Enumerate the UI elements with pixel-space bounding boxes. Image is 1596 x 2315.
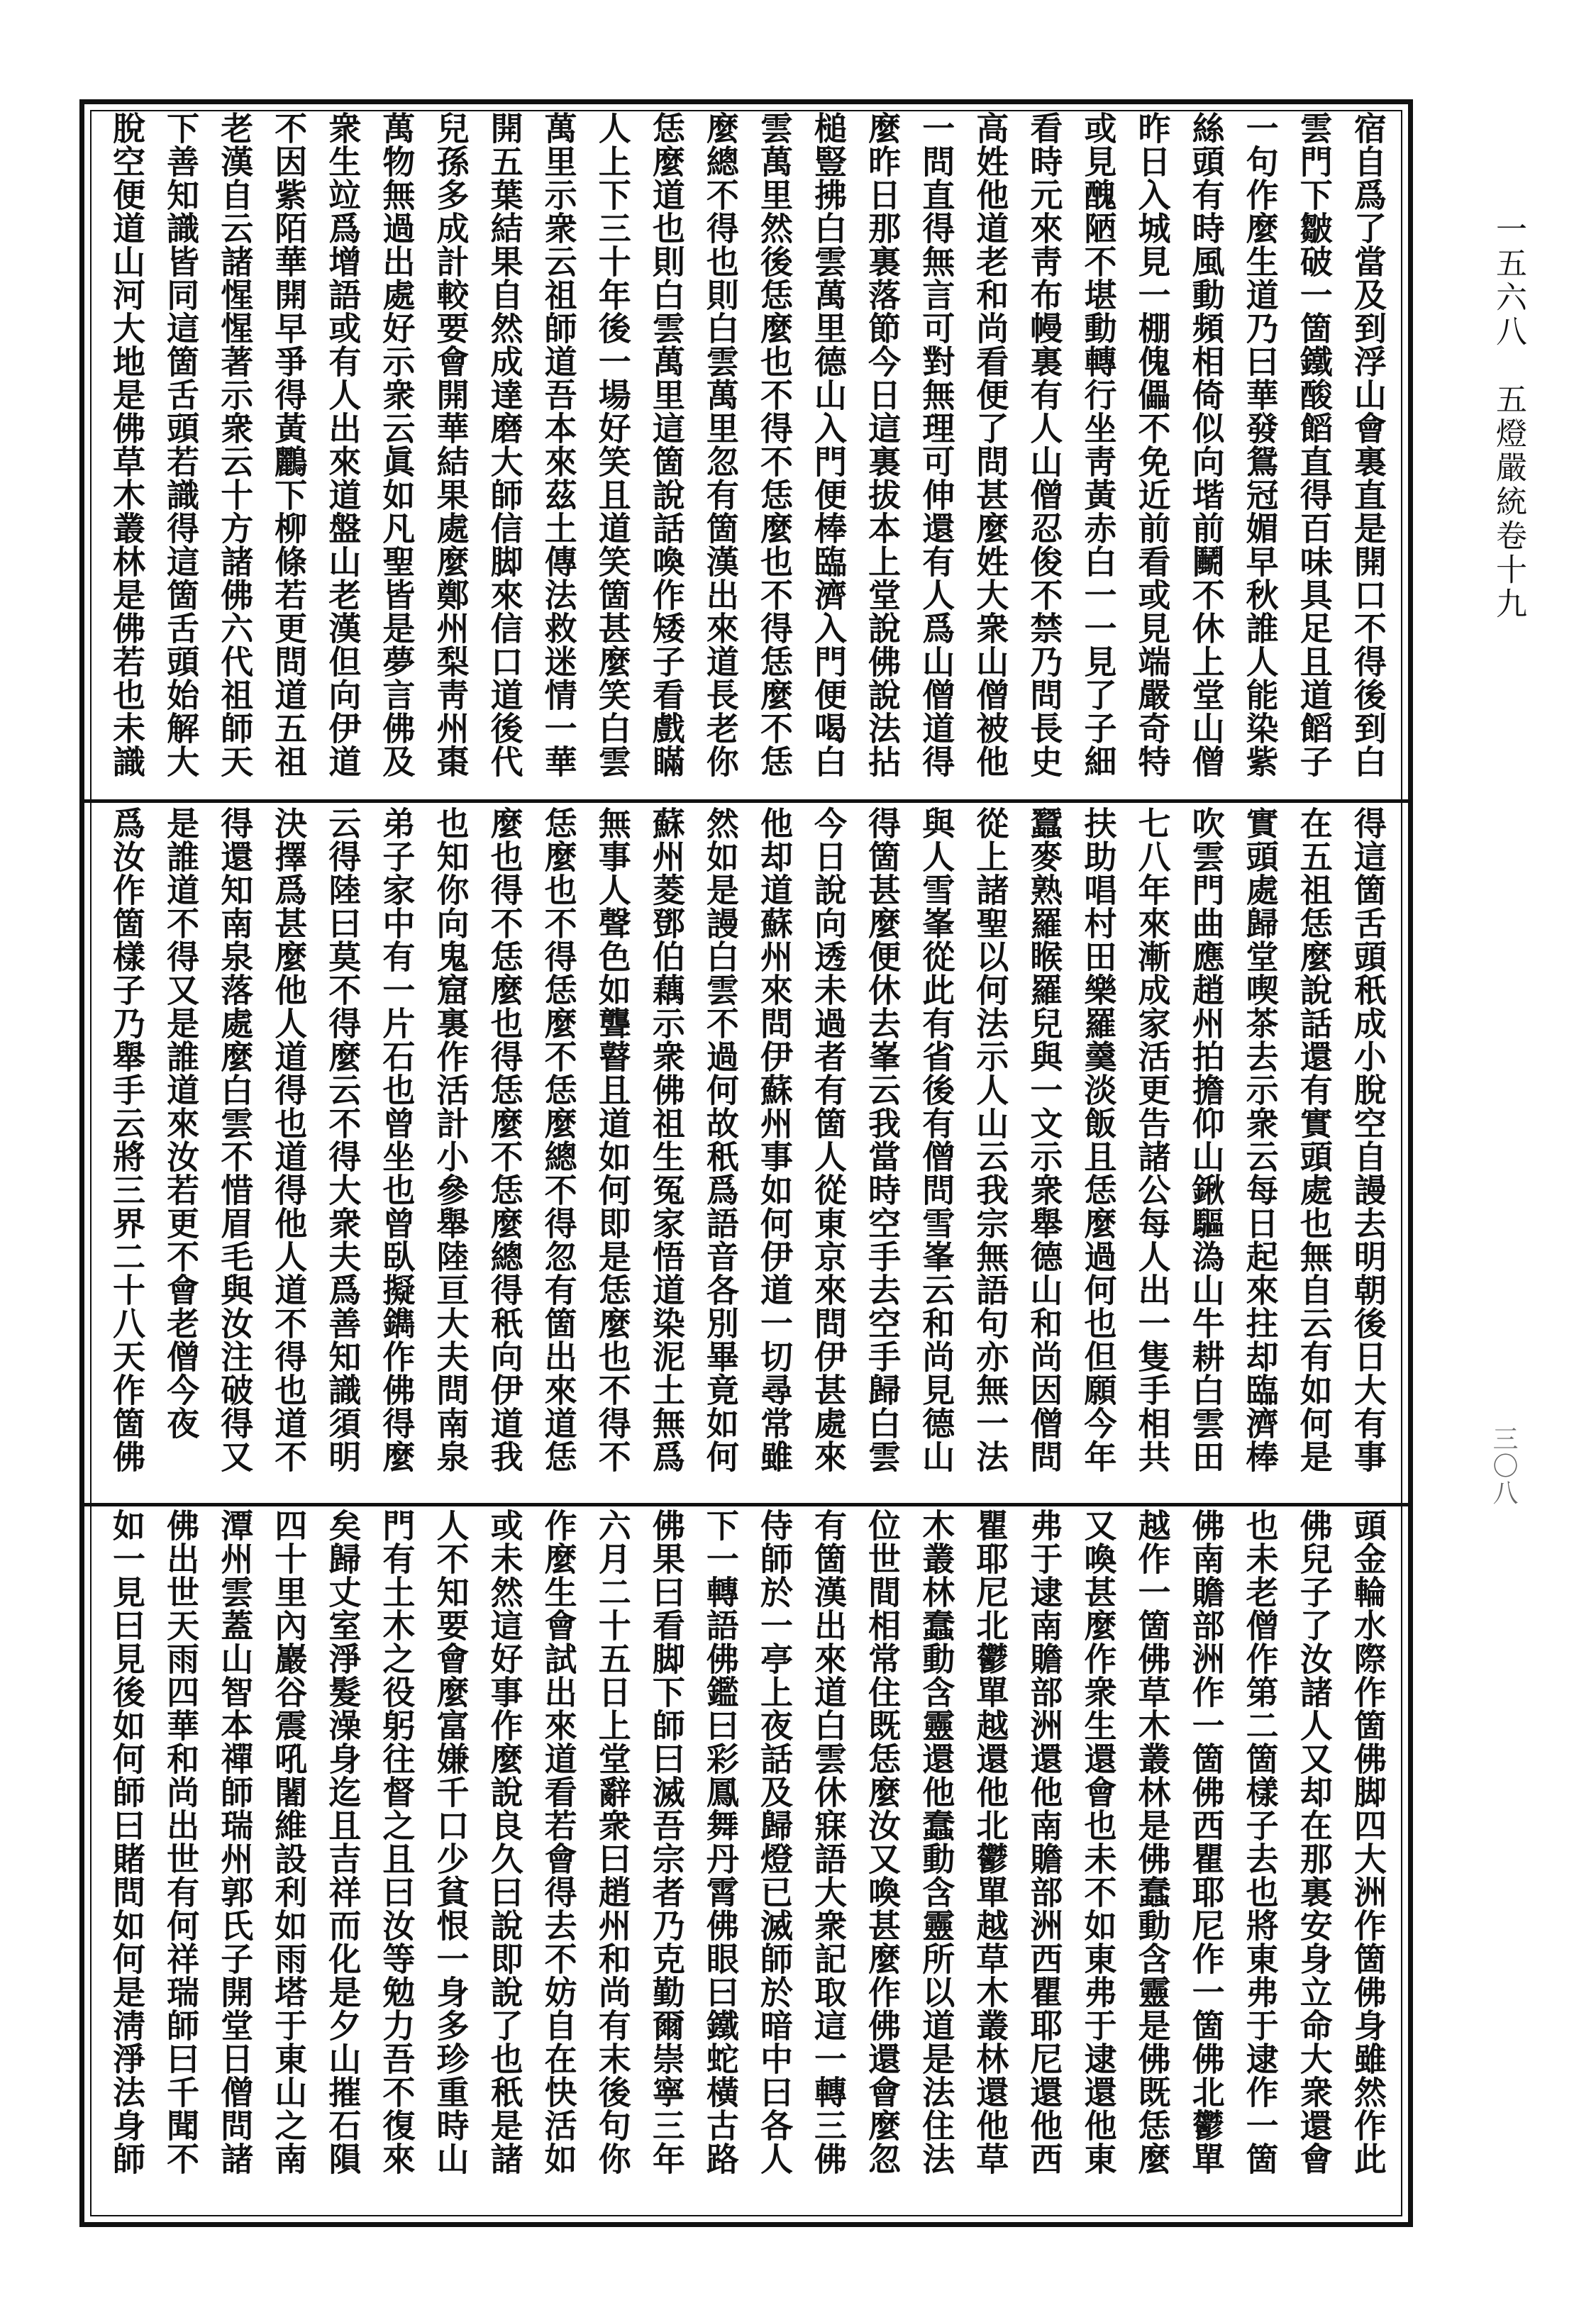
text-column [909, 806, 963, 1498]
column-text: 無事人聲色如聾瞽且道如何即是恁麼也不得不 [593, 806, 632, 1473]
column-text: 四十里內巖谷震吼闍維設利如雨塔于東山之南 [270, 1509, 309, 2175]
column-text: 矣歸丈室淨髮澡身迄且吉祥而化是夕山摧石隕 [323, 1509, 362, 2175]
text-column [262, 806, 316, 1498]
text-column [802, 111, 855, 796]
column-text: 雲門下皺破一箇鐵酸饀直得百味具足且道饀子 [1295, 111, 1334, 778]
text-column [1234, 806, 1287, 1498]
column-text: 不因紫陌華開早爭得黃鸝下柳條若更問道五祖 [270, 111, 309, 778]
text-column [1287, 111, 1341, 796]
register-top [84, 111, 1408, 796]
text-column [208, 111, 262, 796]
column-text: 佛出世天雨四華和尚出世有何祥瑞師曰千聞不 [162, 1509, 201, 2175]
column-text: 麼也得不恁麼也得恁麼不恁麼總得秖向伊道我 [485, 806, 524, 1473]
column-text: 頭金輪水際作箇佛脚四大洲作箇佛身雖然作此 [1348, 1509, 1387, 2175]
text-column [640, 1509, 694, 2218]
text-column [100, 1509, 154, 2218]
column-text: 恁麼也不得恁麼不恁麼總不得忽有箇出來道恁 [539, 806, 578, 1473]
column-text: 從上諸聖以何法示人山云我宗無語句亦無一法 [971, 806, 1010, 1473]
register-middle [84, 806, 1408, 1498]
text-column [478, 806, 532, 1498]
column-text: 潭州雲蓋山智本禪師瑞州郭氏子開堂日僧問諸 [216, 1509, 255, 2175]
column-text: 開五葉結果自然成達磨大師信脚來信口道後代 [485, 111, 524, 778]
text-column [208, 1509, 262, 2218]
text-column [532, 806, 586, 1498]
text-column [316, 1509, 370, 2218]
text-column [370, 111, 423, 796]
text-column [802, 1509, 855, 2218]
column-text: 爲汝作箇樣子乃舉手云將三界二十八天作箇佛 [108, 806, 147, 1473]
column-text: 得這箇舌頭秖成小脫空自謾去明朝後日大有事 [1348, 806, 1387, 1473]
column-text: 然如是謾白雲不過何故秖爲語音各別畢竟如何 [701, 806, 740, 1473]
column-text: 位世間相常住既恁麼汝又喚甚麼作佛還會麼忽 [863, 1509, 902, 2175]
column-text: 麼總不得也則白雲萬里忽有箇漢出來道長老你 [701, 111, 740, 778]
column-text: 槌豎拂白雲萬里德山入門便棒臨濟入門便喝白 [809, 111, 848, 778]
book-title: 五燈嚴統卷十九 [1490, 383, 1526, 621]
text-column [586, 111, 640, 796]
text-column [532, 111, 586, 796]
text-column [1234, 111, 1287, 796]
text-column [694, 1509, 748, 2218]
text-column [640, 111, 694, 796]
text-column [1125, 806, 1179, 1498]
text-column [855, 111, 909, 796]
text-column [802, 806, 855, 1498]
column-text: 今日說向透未過者有箇人從東京來問伊甚處來 [809, 806, 848, 1473]
column-text: 吹雲門曲應趙州拍擔仰山鍬驅溈山牛耕白雲田 [1187, 806, 1226, 1473]
column-text: 決擇爲甚麼他人道得也道得他人道不得也道不 [270, 806, 309, 1473]
text-column [423, 806, 477, 1498]
text-column [1180, 1509, 1234, 2218]
text-column [855, 806, 909, 1498]
column-text: 人上下三十年後一場好笑且道笑箇甚麼笑白雲 [593, 111, 632, 778]
text-column [1341, 111, 1395, 796]
text-column [963, 111, 1017, 796]
text-column [694, 806, 748, 1498]
column-text: 越作一箇佛草木叢林是佛蠢動含靈是佛既恁麼 [1133, 1509, 1172, 2175]
column-text: 木叢林蠢動含靈還他蠢動含靈所以道是法住法 [917, 1509, 956, 2175]
text-column [1234, 1509, 1287, 2218]
text-column [909, 1509, 963, 2218]
text-column [694, 111, 748, 796]
text-column [748, 111, 802, 796]
column-text: 七八年來漸成家活更告諸公每人出一隻手相共 [1133, 806, 1172, 1473]
text-column [478, 111, 532, 796]
column-text: 萬里示衆云祖師道吾本來茲土傳法救迷情一華 [539, 111, 578, 778]
column-text: 一句作麼生道乃曰華發鴛冠媚早秋誰人能染紫 [1241, 111, 1280, 778]
column-text: 高姓他道老和尚看便了問甚麼姓大衆山僧被他 [971, 111, 1010, 778]
column-text: 人不知要會麼富嫌千口少貧恨一身多珍重時山 [431, 1509, 470, 2175]
text-column [855, 1509, 909, 2218]
column-text: 也未老僧作第二箇樣子去也將東弗于逮作一箇 [1241, 1509, 1280, 2175]
text-column [423, 1509, 477, 2218]
text-column [1180, 806, 1234, 1498]
text-column [1071, 1509, 1125, 2218]
text-column [748, 1509, 802, 2218]
text-column [154, 111, 208, 796]
column-text: 下一轉語佛鑑曰彩鳳舞丹霄佛眼曰鐵蛇橫古路 [701, 1509, 740, 2175]
column-text: 得還知南泉落處麼白雲不惜眉毛與汝注破得又 [216, 806, 255, 1473]
text-column [370, 806, 423, 1498]
column-text: 弟子家中有一片石也曾坐也曾臥擬鐫作佛得麼 [377, 806, 416, 1473]
column-text: 佛兒子了汝諸人又却在那裏安身立命大衆還會 [1295, 1509, 1334, 2175]
column-text: 絲頭有時風動頻相倚似向堦前鬭不休上堂山僧 [1187, 111, 1226, 778]
text-column [909, 111, 963, 796]
folio-number [1485, 1426, 1528, 1511]
text-column [316, 806, 370, 1498]
text-column [1341, 806, 1395, 1498]
text-column [1180, 111, 1234, 796]
column-text: 下善知識皆同這箇舌頭若識得這箇舌頭始解大 [162, 111, 201, 778]
text-column [1287, 806, 1341, 1498]
column-text: 得箇甚麼便休去峯云我當時空手去空手歸白雲 [863, 806, 902, 1473]
column-text: 與人雪峯從此有省後有僧問雪峯云和尚見德山 [917, 806, 956, 1473]
column-text: 云得陸曰莫不得麼云不得大衆夫爲善知識須明 [323, 806, 362, 1473]
page-number: 一五六八 [1490, 213, 1526, 349]
text-column [262, 111, 316, 796]
column-text: 昨日入城見一棚傀儡不免近前看或見端嚴奇特 [1133, 111, 1172, 778]
text-column [748, 806, 802, 1498]
column-text: 在五祖恁麼說話還有實頭處也無自云有如何是 [1295, 806, 1334, 1473]
column-text: 看時元來靑布幔裏有人山僧忍俊不禁乃問長史 [1025, 111, 1064, 778]
text-column [154, 1509, 208, 2218]
text-column [262, 1509, 316, 2218]
column-text: 或見醜陋不堪動轉行坐靑黃赤白一一見了子細 [1079, 111, 1118, 778]
column-text: 一問直得無言可對無理可伸還有人爲山僧道得 [917, 111, 956, 778]
column-text: 雲萬里然後恁麼也不得不恁麼也不得恁麼不恁 [755, 111, 794, 778]
text-column [370, 1509, 423, 2218]
column-text: 兒孫多成計較要會開華結果處麼鄭州梨靑州棗 [431, 111, 470, 778]
text-column [963, 806, 1017, 1498]
text-column [1341, 1509, 1395, 2218]
page-frame [79, 99, 1413, 2227]
text-column [316, 111, 370, 796]
text-column [1017, 1509, 1071, 2218]
column-text: 又喚甚麼作衆生還會也未不如東弗于逮還他東 [1079, 1509, 1118, 2175]
text-column [532, 1509, 586, 2218]
text-column [1125, 1509, 1179, 2218]
text-column [1017, 111, 1071, 796]
column-text: 是誰道不得又是誰道來汝若更不會老僧今夜 [162, 806, 201, 1440]
text-column [100, 111, 154, 796]
register-divider [84, 1503, 1408, 1506]
column-text: 門有土木之役躬往督之且曰汝等勉力吾不復來 [377, 1509, 416, 2175]
column-text: 老漢自云諸惺惺著示衆云十方諸佛六代祖師天 [216, 111, 255, 778]
text-column [1017, 806, 1071, 1498]
column-text: 萬物無過出處好示衆云眞如凡聖皆是夢言佛及 [377, 111, 416, 778]
text-column [100, 806, 154, 1498]
column-text: 瞿耶尼北鬱單越還他北鬱單越草木叢林還他草 [971, 1509, 1010, 2175]
text-column [1287, 1509, 1341, 2218]
column-text: 扶助唱村田樂羅羹淡飯且恁麼過何也但願今年 [1079, 806, 1118, 1473]
register-divider [84, 799, 1408, 803]
column-text: 弗于逮南贍部洲還他南贍部洲西瞿耶尼還他西 [1025, 1509, 1064, 2175]
column-text: 恁麼道也則白雲萬里這箇說話喚作矮子看戲瞞 [647, 111, 686, 778]
column-text: 蠶麥熟羅睺羅兒與一文示衆舉德山和尚因僧問 [1025, 806, 1064, 1473]
text-column [1071, 806, 1125, 1498]
text-column [1125, 111, 1179, 796]
running-header [1485, 213, 1535, 621]
folio-text: 三〇八 [1489, 1426, 1518, 1506]
column-text: 有箇漢出來道白雲休寐語大衆記取這一轉三佛 [809, 1509, 848, 2175]
text-column [1071, 111, 1125, 796]
text-column [154, 806, 208, 1498]
column-text: 佛果曰看脚下師曰滅吾宗者乃克勤爾崇寧三年 [647, 1509, 686, 2175]
text-column [640, 806, 694, 1498]
column-text: 也知你向鬼窟裏作活計小參舉陸亘大夫問南泉 [431, 806, 470, 1473]
text-column [423, 111, 477, 796]
column-text: 或未然這好事作麼說良久曰說即說了也秖是諸 [485, 1509, 524, 2175]
text-column [478, 1509, 532, 2218]
column-text: 佛南贍部洲作一箇佛西瞿耶尼作一箇佛北鬱單 [1187, 1509, 1226, 2175]
text-column [586, 1509, 640, 2218]
column-text: 作麼生會試出來道看若會得去不妨自在快活如 [539, 1509, 578, 2175]
column-text: 宿自爲了當及到浮山會裏直是開口不得後到白 [1348, 111, 1387, 778]
column-text: 他却道蘇州來問伊蘇州事如何伊道一切尋常雖 [755, 806, 794, 1473]
text-column [963, 1509, 1017, 2218]
column-text: 六月二十五日上堂辭衆曰趙州和尚有末後句你 [593, 1509, 632, 2175]
register-bottom [84, 1509, 1408, 2218]
column-text: 蘇州菱鄧伯藕示衆佛祖生冤家悟道染泥土無爲 [647, 806, 686, 1473]
column-text: 麼昨日那裏落節今日這裏拔本上堂說佛說法拈 [863, 111, 902, 778]
text-column [586, 806, 640, 1498]
column-text: 侍師於一亭上夜話及歸燈已滅師於暗中曰各人 [755, 1509, 794, 2175]
column-text: 實頭處歸堂喫茶去示衆云每日起來拄却臨濟棒 [1241, 806, 1280, 1473]
text-column [208, 806, 262, 1498]
column-text: 脫空便道山河大地是佛草木叢林是佛若也未識 [108, 111, 147, 778]
column-text: 衆生竝爲增語或有人出來道盤山老漢但向伊道 [323, 111, 362, 778]
column-text: 如一見曰見後如何師曰賭問如何是淸淨法身師 [108, 1509, 147, 2175]
